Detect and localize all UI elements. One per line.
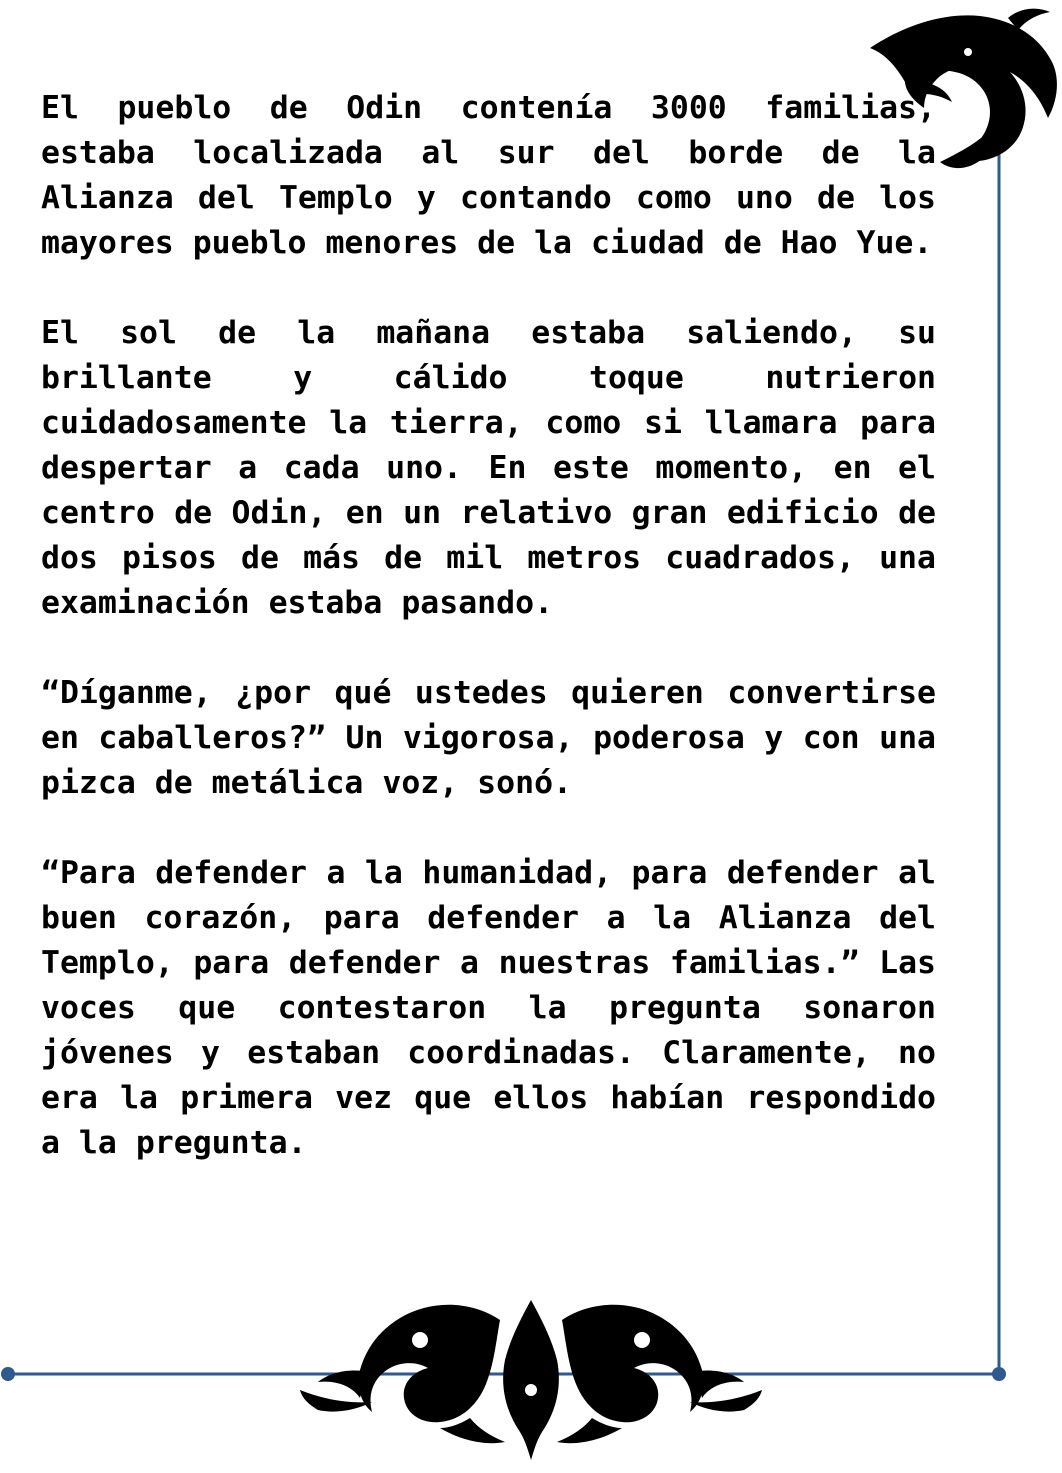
document-body: [41, 86, 936, 1166]
paragraph-4: “Para defender a la humanidad, para defender al buen corazón, para defender a la Alianza del Templo, para defender a nuestras familias.” Las voces que contestaron la pregunta sonaron jóvenes y estaban coordinadas. Claramente, no era la primera vez que ellos habían respondido a la pregunta.: [41, 855, 936, 1161]
bottom-center-ornament: [300, 1300, 762, 1460]
paragraph-2: El sol de la mañana estaba saliendo, su brillante y cálido toque nutrieron cuidadosamente la tierra, como si llamara para despertar a cada uno. En este momento, en el centro de Odin, en un relativo gran edificio de dos pisos de más de mil metros cuadrados, una examinación estaba pasando.: [41, 315, 936, 621]
paragraph-3: “Díganme, ¿por qué ustedes quieren convertirse en caballeros?” Un vigorosa, poderosa y con una pizca de metálica voz, sonó.: [41, 675, 936, 801]
paragraph-1: El pueblo de Odin contenía 3000 familias, estaba localizada al sur del borde de la Alianza del Templo y contando como uno de los mayores pueblo menores de la ciudad de Hao Yue.: [41, 90, 936, 261]
